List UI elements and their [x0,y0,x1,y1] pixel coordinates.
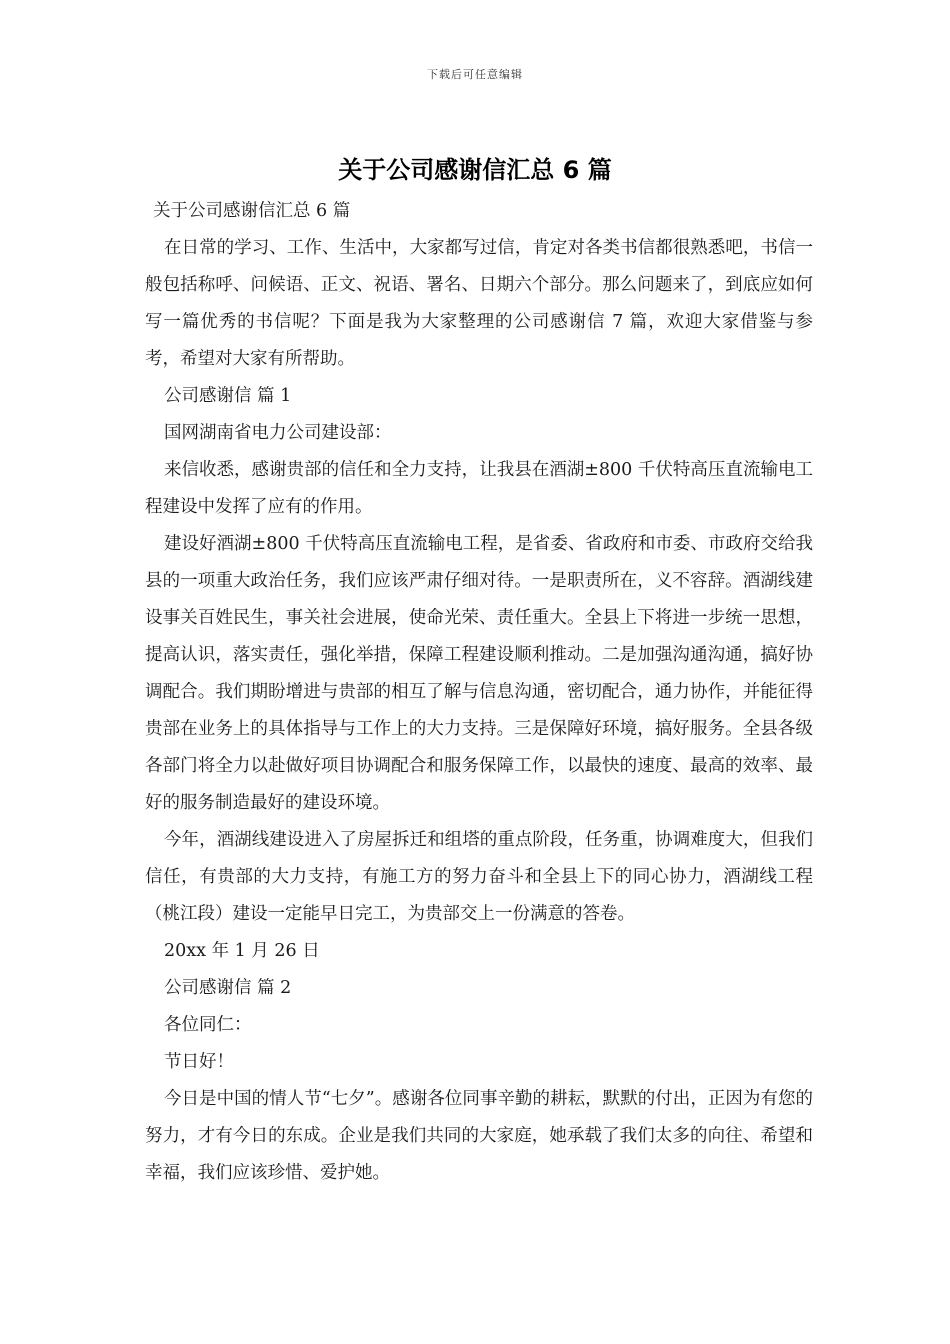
subtitle-line: 关于公司感谢信汇总 6 篇 [153,201,351,221]
header-note: 下载后可任意编辑 [427,68,523,81]
section-heading-2: 公司感谢信 篇 2 [164,978,292,998]
body-paragraph: 今日是中国的情人节“七夕”。感谢各位同事辛勤的耕耘，默默的付出，正因为有您的努力，才有今日的东成。企业是我们共同的大家庭，她承载了我们太多的向往、希望和幸福，我们应该珍惜、爱护她。 [145,1089,813,1183]
greeting-line: 节日好！ [164,1052,234,1072]
body-paragraph: 今年，酒湖线建设进入了房屋拆迁和组塔的重点阶段，任务重，协调难度大，但我们信任，有贵部的大力支持，有施工方的努力奋斗和全县上下的同心协力，酒湖线工程（桃江段）建设一定能早日完工，为贵部交上一份满意的答卷。 [145,830,813,924]
intro-paragraph: 在日常的学习、工作、生活中，大家都写过信，肯定对各类书信都很熟悉吧，书信一般包括称呼、问候语、正文、祝语、署名、日期六个部分。那么问题来了，到底应如何写一篇优秀的书信呢？下面是我为大家整理的公司感谢信 7 篇，欢迎大家借鉴与参考，希望对大家有所帮助。 [145,238,813,369]
date-line: 20xx 年 1 月 26 日 [164,941,320,961]
salutation-2: 各位同仁： [164,1015,252,1035]
document-title: 关于公司感谢信汇总 6 篇 [338,156,612,184]
body-paragraph: 来信收悉，感谢贵部的信任和全力支持，让我县在酒湖±800 千伏特高压直流输电工程建设中发挥了应有的作用。 [145,460,813,517]
section-heading-1: 公司感谢信 篇 1 [164,386,292,406]
document-body [145,193,813,1192]
salutation-1: 国网湖南省电力公司建设部： [164,423,392,443]
body-paragraph: 建设好酒湖±800 千伏特高压直流输电工程，是省委、省政府和市委、市政府交给我县的一项重大政治任务，我们应该严肃仔细对待。一是职责所在，义不容辞。酒湖线建设事关百姓民生，事关社会进展，使命光荣、责任重大。全县上下将进一步统一思想，提高认识，落实责任，强化举措，保障工程建设顺利推动。二是加强沟通沟通，搞好协调配合。我们期盼增进与贵部的相互了解与信息沟通，密切配合，通力协作，并能征得贵部在业务上的具体指导与工作上的大力支持。三是保障好环境，搞好服务。全县各级各部门将全力以赴做好项目协调配合和服务保障工作，以最快的速度、最高的效率、最好的服务制造最好的建设环境。 [145,534,813,813]
